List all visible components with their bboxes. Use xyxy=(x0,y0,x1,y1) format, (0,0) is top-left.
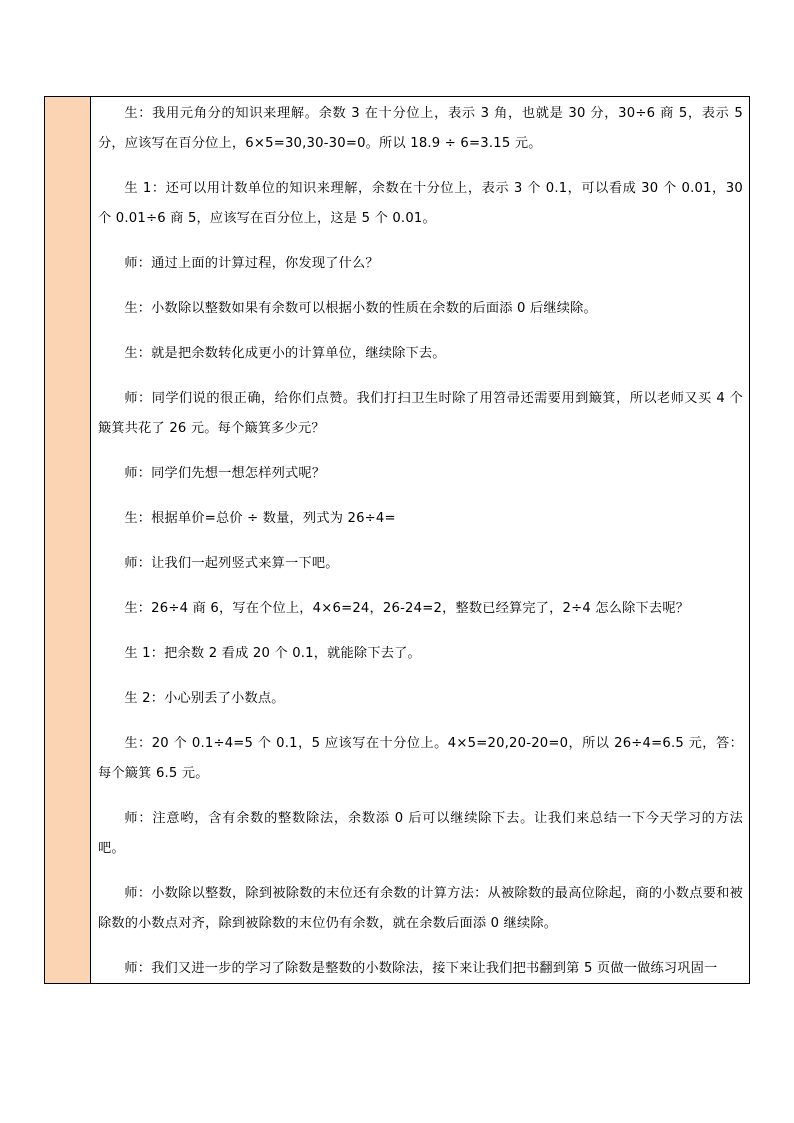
paragraph-2: 生 1：还可以用计数单位的知识来理解，余数在十分位上，表示 3 个 0.1，可以看成 30 个 0.01，30 个 0.01÷6 商 5，应该写在百分位上，这是 5 个 0.01。 xyxy=(98,181,743,226)
paragraph-1: 生：我用元角分的知识来理解。余数 3 在十分位上，表示 3 角，也就是 30 分，30÷6 商 5，表示 5 分，应该写在百分位上，6×5=30,30-30=0。所以 18.9 ÷ 6=3.15 元。 xyxy=(98,106,743,151)
paragraph-11: 生 1：把余数 2 看成 20 个 0.1，就能除下去了。 xyxy=(124,646,421,661)
paragraph-3: 师：通过上面的计算过程，你发现了什么？ xyxy=(124,256,379,271)
paragraph-9: 师：让我们一起列竖式来算一下吧。 xyxy=(124,556,339,571)
paragraph-6: 师：同学们说的很正确，给你们点赞。我们打扫卫生时除了用笤帚还需要用到簸箕，所以老师又买 4 个簸箕共花了 26 元。每个簸箕多少元？ xyxy=(98,391,743,436)
paragraph-8: 生：根据单价=总价 ÷ 数量，列式为 26÷4= xyxy=(124,511,396,526)
paragraph-4: 生：小数除以整数如果有余数可以根据小数的性质在余数的后面添 0 后继续除。 xyxy=(124,301,597,316)
paragraph-14: 师：注意哟，含有余数的整数除法，余数添 0 后可以继续除下去。让我们来总结一下今天学习的方法吧。 xyxy=(98,811,743,856)
dialogue-cell xyxy=(91,97,749,983)
side-column xyxy=(45,97,91,983)
paragraph-16: 师：我们又进一步的学习了除数是整数的小数除法，接下来让我们把书翻到第 5 页做一做练习巩固一 xyxy=(124,961,718,976)
paragraph-13: 生：20 个 0.1÷4=5 个 0.1，5 应该写在十分位上。4×5=20,20-20=0，所以 26÷4=6.5 元，答：每个簸箕 6.5 元。 xyxy=(98,736,743,781)
paragraph-5: 生：就是把余数转化成更小的计算单位，继续除下去。 xyxy=(124,346,446,361)
paragraph-15: 师：小数除以整数，除到被除数的末位还有余数的计算方法：从被除数的最高位除起，商的小数点要和被除数的小数点对齐，除到被除数的末位仍有余数，就在余数后面添 0 继续除。 xyxy=(98,886,743,931)
paragraph-12: 生 2：小心别丢了小数点。 xyxy=(124,691,285,706)
paragraph-7: 师：同学们先想一想怎样列式呢？ xyxy=(124,466,326,481)
paragraph-10: 生：26÷4 商 6，写在个位上，4×6=24，26-24=2，整数已经算完了，2÷4 怎么除下去呢？ xyxy=(124,601,690,616)
lesson-table xyxy=(44,96,750,984)
